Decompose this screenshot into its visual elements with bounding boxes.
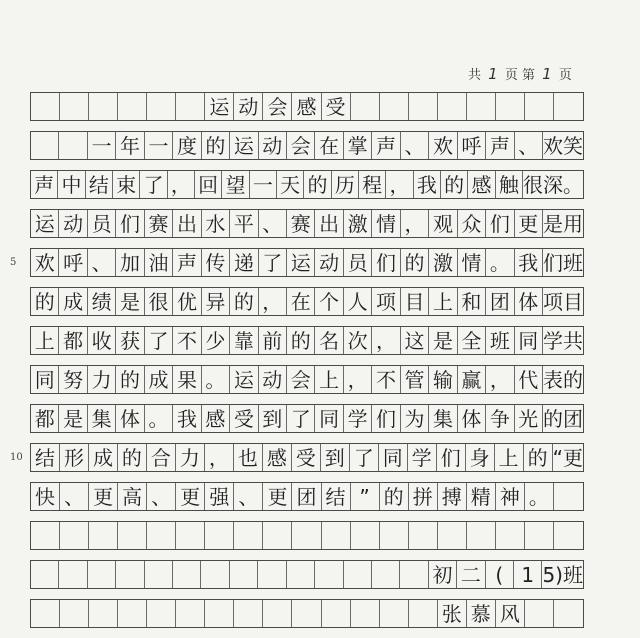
manuscript-cell: 合 [147, 444, 176, 471]
manuscript-cell: 水 [202, 210, 230, 237]
manuscript-cell [60, 522, 89, 549]
manuscript-cell: 动 [259, 366, 287, 393]
manuscript-cell: 情 [458, 249, 486, 276]
manuscript-row [30, 131, 584, 160]
manuscript-cell [351, 93, 380, 120]
manuscript-cell: 集 [88, 405, 116, 432]
manuscript-cell: 个 [315, 288, 343, 315]
manuscript-cell: 身 [466, 444, 495, 471]
manuscript-cell: 加 [116, 249, 144, 276]
manuscript-cell: 的 [441, 171, 468, 198]
manuscript-cell [554, 600, 583, 627]
manuscript-cell [89, 93, 118, 120]
manuscript-cell: 们 [372, 249, 400, 276]
manuscript-cell: 我 [173, 405, 201, 432]
manuscript-cell: ， [401, 210, 429, 237]
manuscript-cell: 体 [458, 405, 486, 432]
manuscript-cell: 们 [372, 405, 400, 432]
manuscript-cell [60, 600, 89, 627]
manuscript-cell: 的 [230, 288, 258, 315]
manuscript-cell: 次 [344, 327, 372, 354]
manuscript-cell: 学 [408, 444, 437, 471]
manuscript-row [30, 92, 584, 121]
manuscript-cell: 束 [113, 171, 140, 198]
manuscript-cell [380, 93, 409, 120]
manuscript-cell [554, 483, 583, 510]
manuscript-cell: 会 [287, 366, 315, 393]
manuscript-cell: 输 [429, 366, 457, 393]
manuscript-cell: 强 [205, 483, 234, 510]
manuscript-cell: 。 [525, 483, 554, 510]
manuscript-cell [496, 522, 525, 549]
manuscript-cell [176, 600, 205, 627]
manuscript-cell: 成 [89, 444, 118, 471]
manuscript-cell: 项 [372, 288, 400, 315]
manuscript-row [30, 482, 584, 511]
manuscript-cell: 是 [59, 405, 87, 432]
manuscript-cell: 光 [515, 405, 543, 432]
manuscript-cell: 受 [230, 405, 258, 432]
manuscript-cell: 更 [263, 483, 292, 510]
manuscript-cell: 风 [496, 600, 525, 627]
manuscript-cell: 出 [173, 210, 201, 237]
manuscript-cell: 是用 [543, 211, 583, 236]
manuscript-cell: 同 [515, 327, 543, 354]
manuscript-cell: 们 [116, 210, 144, 237]
manuscript-row [30, 248, 584, 277]
manuscript-cell: 代 [515, 366, 543, 393]
manuscript-cell: 上 [315, 366, 343, 393]
manuscript-cell: 观 [429, 210, 457, 237]
manuscript-cell [263, 522, 292, 549]
manuscript-cell: 声 [173, 249, 201, 276]
manuscript-cell [292, 522, 321, 549]
manuscript-cell: 的团 [543, 406, 583, 431]
manuscript-cell: 绩 [88, 288, 116, 315]
manuscript-cell: 和 [458, 288, 486, 315]
manuscript-cell: 。 [202, 366, 230, 393]
manuscript-cell: ， [344, 366, 372, 393]
manuscript-cell: 、 [515, 132, 543, 159]
page-header [468, 64, 572, 83]
manuscript-cell: 很 [145, 288, 173, 315]
manuscript-cell: 望 [222, 171, 249, 198]
manuscript-cell: 5)班 [542, 562, 583, 587]
manuscript-cell: 油 [145, 249, 173, 276]
manuscript-cell [315, 561, 343, 588]
manuscript-cell: 感 [202, 405, 230, 432]
manuscript-cell: 度 [173, 132, 201, 159]
manuscript-cell: 赛 [287, 210, 315, 237]
manuscript-cell: 团 [486, 288, 514, 315]
manuscript-cell [89, 600, 118, 627]
manuscript-cell: 感 [292, 93, 321, 120]
manuscript-cell: 运 [230, 132, 258, 159]
manuscript-cell: 触 [496, 171, 523, 198]
manuscript-cell: 受 [322, 93, 351, 120]
manuscript-cell: 到 [321, 444, 350, 471]
manuscript-cell: 获 [116, 327, 144, 354]
manuscript-cell [145, 561, 173, 588]
manuscript-cell: 动 [259, 132, 287, 159]
manuscript-cell [380, 600, 409, 627]
manuscript-cell: 的 [202, 132, 230, 159]
manuscript-row [30, 521, 584, 550]
manuscript-cell: 传 [202, 249, 230, 276]
manuscript-cell: 拼 [409, 483, 438, 510]
manuscript-cell: 激 [429, 249, 457, 276]
manuscript-cell: ， [205, 444, 234, 471]
manuscript-cell [525, 522, 554, 549]
manuscript-cell [205, 600, 234, 627]
manuscript-row [30, 443, 584, 472]
manuscript-cell: 呼 [59, 249, 87, 276]
manuscript-cell: 结 [86, 171, 113, 198]
manuscript-cell: 成 [59, 288, 87, 315]
manuscript-cell: 会 [287, 132, 315, 159]
manuscript-cell: 慕 [467, 600, 496, 627]
manuscript-cell: 不 [372, 366, 400, 393]
manuscript-cell [467, 522, 496, 549]
manuscript-cell: 年 [116, 132, 144, 159]
manuscript-cell [31, 522, 60, 549]
manuscript-cell: 在 [315, 132, 343, 159]
manuscript-cell: 优 [173, 288, 201, 315]
manuscript-cell: 管 [401, 366, 429, 393]
manuscript-cell: 少 [202, 327, 230, 354]
manuscript-cell [380, 522, 409, 549]
manuscript-cell: 体 [116, 405, 144, 432]
manuscript-cell: 搏 [438, 483, 467, 510]
manuscript-cell: 欢 [429, 132, 457, 159]
manuscript-cell: 都 [31, 405, 59, 432]
manuscript-cell: 。 [145, 405, 173, 432]
manuscript-cell: 团 [292, 483, 321, 510]
manuscript-cell: 了 [350, 444, 379, 471]
manuscript-cell: 员 [344, 249, 372, 276]
manuscript-cell [230, 561, 258, 588]
manuscript-cell: 激 [344, 210, 372, 237]
manuscript-cell: 同 [31, 366, 59, 393]
manuscript-cell [292, 600, 321, 627]
manuscript-cell: 。 [486, 249, 514, 276]
manuscript-cell: 一 [250, 171, 277, 198]
manuscript-cell [147, 600, 176, 627]
manuscript-cell: 天 [277, 171, 304, 198]
manuscript-cell: 努 [59, 366, 87, 393]
manuscript-cell: 了 [140, 171, 167, 198]
manuscript-cell: 的 [31, 288, 59, 315]
manuscript-cell [31, 561, 59, 588]
manuscript-cell: 运 [205, 93, 234, 120]
manuscript-cell: 人 [344, 288, 372, 315]
manuscript-cell: 了 [287, 405, 315, 432]
manuscript-cell: 、 [60, 483, 89, 510]
manuscript-cell [147, 522, 176, 549]
manuscript-cell: 运 [287, 249, 315, 276]
manuscript-cell: 集 [429, 405, 457, 432]
manuscript-cell: 们 [437, 444, 466, 471]
manuscript-cell: 一 [88, 132, 116, 159]
manuscript-cell: 了 [145, 327, 173, 354]
manuscript-cell: 的 [118, 444, 147, 471]
manuscript-cell: 力 [176, 444, 205, 471]
manuscript-cell: 声 [31, 171, 58, 198]
manuscript-cell: 表的 [543, 367, 583, 392]
manuscript-cell: ( [486, 561, 514, 588]
manuscript-cell: 结 [31, 444, 60, 471]
manuscript-cell: 1 [514, 561, 542, 588]
manuscript-cell [118, 600, 147, 627]
manuscript-cell: 成 [145, 366, 173, 393]
manuscript-cell: 到 [259, 405, 287, 432]
manuscript-cell: 一 [145, 132, 173, 159]
manuscript-cell [147, 93, 176, 120]
manuscript-cell: 争 [486, 405, 514, 432]
manuscript-cell [59, 561, 87, 588]
manuscript-cell [176, 93, 205, 120]
manuscript-cell: 欢 [31, 249, 59, 276]
manuscript-cell: 全 [458, 327, 486, 354]
manuscript-cell: 声 [372, 132, 400, 159]
manuscript-cell [322, 600, 351, 627]
manuscript-cell [496, 93, 525, 120]
manuscript-cell: 班 [486, 327, 514, 354]
manuscript-cell [525, 600, 554, 627]
manuscript-cell: 初 [429, 561, 457, 588]
manuscript-cell [88, 561, 116, 588]
manuscript-cell: 、 [147, 483, 176, 510]
manuscript-cell [351, 600, 380, 627]
manuscript-cell: 程 [359, 171, 386, 198]
manuscript-cell [31, 93, 60, 120]
manuscript-cell: 靠 [230, 327, 258, 354]
manuscript-cell: 们 [486, 210, 514, 237]
manuscript-cell [554, 522, 583, 549]
manuscript-cell [258, 561, 286, 588]
manuscript-cell: 感 [263, 444, 292, 471]
page-header-suffix: 页 [558, 68, 572, 83]
manuscript-cell: 结 [322, 483, 351, 510]
manuscript-cell: ， [372, 327, 400, 354]
manuscript-cell: 递 [230, 249, 258, 276]
manuscript-cell: 同 [315, 405, 343, 432]
manuscript-cell: 平 [230, 210, 258, 237]
manuscript-cell [234, 600, 263, 627]
manuscript-cell: 形 [60, 444, 89, 471]
manuscript-cell [525, 93, 554, 120]
manuscript-cell [234, 522, 263, 549]
manuscript-cell: 学 [344, 405, 372, 432]
manuscript-cell: 同 [379, 444, 408, 471]
manuscript-cell [263, 600, 292, 627]
manuscript-row [30, 287, 584, 316]
manuscript-cell: 感 [468, 171, 495, 198]
manuscript-cell: 的 [304, 171, 331, 198]
manuscript-cell: 赢 [458, 366, 486, 393]
manuscript-cell [409, 93, 438, 120]
manuscript-cell [89, 522, 118, 549]
manuscript-cell [372, 561, 400, 588]
manuscript-cell: 精 [467, 483, 496, 510]
manuscript-cell: ， [386, 171, 413, 198]
manuscript-cell: 回 [195, 171, 222, 198]
total-pages: 1 [488, 65, 498, 83]
manuscript-cell: 的 [380, 483, 409, 510]
manuscript-cell: 目 [401, 288, 429, 315]
manuscript-cell [351, 522, 380, 549]
manuscript-cell [287, 561, 315, 588]
manuscript-cell: 这 [401, 327, 429, 354]
manuscript-cell: 我 [515, 249, 543, 276]
manuscript-cell: 也 [234, 444, 263, 471]
manuscript-cell [438, 93, 467, 120]
line-number: 5 [10, 257, 17, 268]
page-header-middle: 页 第 [504, 68, 535, 83]
manuscript-cell: 呼 [458, 132, 486, 159]
manuscript-cell [118, 522, 147, 549]
manuscript-cell: 我 [414, 171, 441, 198]
manuscript-cell: 动 [234, 93, 263, 120]
manuscript-cell: 的 [524, 444, 553, 471]
manuscript-cell: 快 [31, 483, 60, 510]
manuscript-cell: “更 [552, 445, 583, 470]
page-header-prefix: 共 [468, 68, 482, 83]
manuscript-cell: 神 [496, 483, 525, 510]
manuscript-cell: 受 [292, 444, 321, 471]
manuscript-cell: 赛 [145, 210, 173, 237]
manuscript-cell [118, 93, 147, 120]
manuscript-cell: 会 [263, 93, 292, 120]
manuscript-cell: 是 [429, 327, 457, 354]
manuscript-cell: 高 [118, 483, 147, 510]
manuscript-cell: 、 [401, 132, 429, 159]
manuscript-cell: 更 [176, 483, 205, 510]
manuscript-cell: 欢笑 [543, 133, 583, 158]
manuscript-cell: 张 [438, 600, 467, 627]
manuscript-cell: 果 [173, 366, 201, 393]
manuscript-cell: 声 [486, 132, 514, 159]
manuscript-cell: 运 [31, 210, 59, 237]
manuscript-cell: 们班 [543, 250, 583, 275]
manuscript-cell: 体 [515, 288, 543, 315]
manuscript-cell: 的 [287, 327, 315, 354]
manuscript-row [30, 365, 584, 394]
manuscript-cell: ， [168, 171, 195, 198]
manuscript-cell: 收 [88, 327, 116, 354]
manuscript-cell [31, 600, 60, 627]
current-page: 1 [542, 65, 552, 83]
manuscript-cell: 动 [59, 210, 87, 237]
manuscript-row [30, 170, 584, 199]
manuscript-cell: 情 [372, 210, 400, 237]
manuscript-cell [60, 93, 89, 120]
manuscript-cell: 前 [259, 327, 287, 354]
line-number: 10 [10, 452, 23, 463]
manuscript-row [30, 599, 584, 628]
manuscript-cell: 动 [315, 249, 343, 276]
manuscript-cell [344, 561, 372, 588]
manuscript-cell: 出 [315, 210, 343, 237]
manuscript-cell [554, 93, 583, 120]
manuscript-cell: 、 [88, 249, 116, 276]
manuscript-cell: 上 [31, 327, 59, 354]
manuscript-cell: 学共 [543, 328, 583, 353]
manuscript-cell: ， [259, 288, 287, 315]
manuscript-cell [409, 522, 438, 549]
manuscript-cell: 项目 [543, 289, 583, 314]
manuscript-grid [30, 92, 584, 638]
manuscript-cell [322, 522, 351, 549]
manuscript-cell [176, 522, 205, 549]
manuscript-row [30, 209, 584, 238]
manuscript-cell: 掌 [344, 132, 372, 159]
manuscript-cell: 力 [88, 366, 116, 393]
manuscript-cell: 、 [234, 483, 263, 510]
manuscript-cell [59, 132, 87, 159]
manuscript-cell [438, 522, 467, 549]
manuscript-cell: 员 [88, 210, 116, 237]
manuscript-cell: 上 [429, 288, 457, 315]
manuscript-cell: 在 [287, 288, 315, 315]
manuscript-cell [116, 561, 144, 588]
manuscript-cell: 更 [89, 483, 118, 510]
manuscript-row [30, 560, 584, 589]
manuscript-cell: 都 [59, 327, 87, 354]
manuscript-cell: 的 [116, 366, 144, 393]
manuscript-cell [31, 132, 59, 159]
manuscript-cell: 运 [230, 366, 258, 393]
manuscript-cell: 了 [259, 249, 287, 276]
manuscript-cell: 二 [457, 561, 485, 588]
manuscript-cell [205, 522, 234, 549]
manuscript-cell: ， [486, 366, 514, 393]
manuscript-cell: 、 [259, 210, 287, 237]
manuscript-cell [201, 561, 229, 588]
manuscript-cell: 更 [515, 210, 543, 237]
manuscript-cell [400, 561, 428, 588]
manuscript-cell: 异 [202, 288, 230, 315]
manuscript-cell: 众 [458, 210, 486, 237]
manuscript-cell [409, 600, 438, 627]
manuscript-cell: 很深。 [523, 172, 583, 197]
manuscript-cell: 为 [401, 405, 429, 432]
manuscript-cell: 上 [495, 444, 524, 471]
manuscript-cell: ” [351, 483, 380, 510]
manuscript-cell: 不 [173, 327, 201, 354]
manuscript-cell [467, 93, 496, 120]
manuscript-cell: 中 [58, 171, 85, 198]
manuscript-row [30, 404, 584, 433]
manuscript-cell [173, 561, 201, 588]
manuscript-cell: 是 [116, 288, 144, 315]
manuscript-cell: 名 [315, 327, 343, 354]
manuscript-row [30, 326, 584, 355]
manuscript-cell: 的 [401, 249, 429, 276]
manuscript-cell: 历 [332, 171, 359, 198]
